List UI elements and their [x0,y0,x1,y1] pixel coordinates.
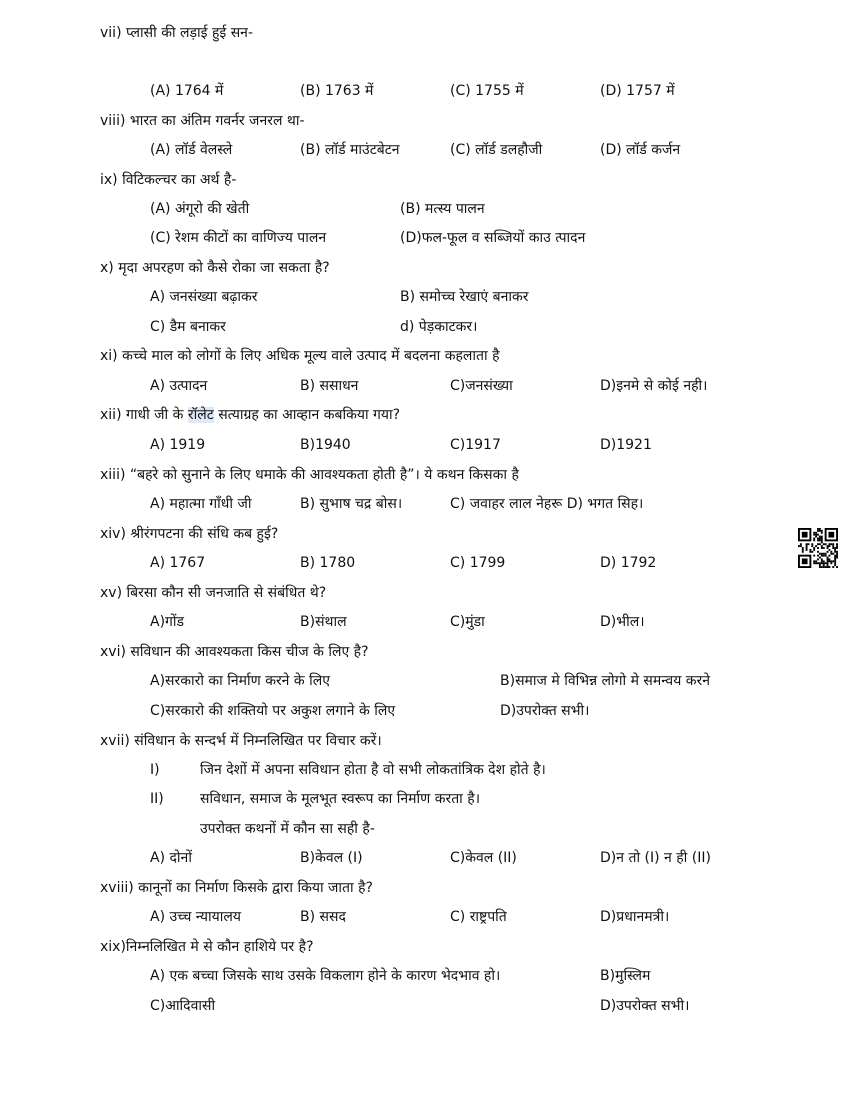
question-text: xiii) “बहरे को सुनाने के लिए धमाके की आवश्यकता होती है”। ये कथन किसका है [100,467,519,483]
option-a: A)सरकारो का निर्माण करने के लिए [150,673,330,689]
question-text: ix) विटिकल्चर का अर्थ है- [100,172,237,188]
option-a: (A) 1764 में [150,83,224,99]
option-d: D) 1792 [600,555,657,571]
question-text: viii) भारत का अंतिम गवर्नर जनरल था- [100,113,305,129]
option-b: B) 1780 [300,555,356,571]
option-d: D)इनमे से कोई नही। [600,378,708,394]
options-16-ab [0,670,850,692]
option-c: C)केवल (II) [450,850,517,866]
question-text: xv) बिरसा कौन सी जनजाति से संबंधित थे? [100,585,327,601]
option-c: (C) 1755 में [450,83,524,99]
question-13 [0,464,850,486]
option-c: C)मुंडा [450,614,485,630]
option-a: A) जनसंख्या बढ़ाकर [150,289,258,305]
option-b: B) ससाधन [300,378,359,394]
options-11 [0,375,850,397]
options-9-cd [0,227,850,249]
question-16 [0,641,850,663]
option-a: A) उत्पादन [150,378,208,394]
question-text: xvi) सविधान की आवश्यकता किस चीज के लिए है? [100,644,369,660]
option-b: B)मुस्लिम [600,968,651,984]
option-b: (B) 1763 में [300,83,374,99]
option-a: A) दोनों [150,850,192,866]
question-text: xi) कच्चे माल को लोगों के लिए अधिक मूल्य वाले उत्पाद में बदलना कहलाता है [100,348,500,364]
options-14 [0,552,850,574]
question-8 [0,110,850,132]
question-text: vii) प्लासी की लड़ाई हुई सन- [100,25,254,41]
option-d: (D)फल-फूल व सब्जियों काउ त्पादन [400,230,586,246]
option-b: B)1940 [300,437,351,453]
option-a: A)गोंड [150,614,185,630]
question-text: x) मृदा अपरहण को कैसे रोका जा सकता है? [100,260,330,276]
options-19-ab [0,965,850,987]
question-text [100,404,400,426]
option-a: A) एक बच्चा जिसके साथ उसके विकलाग होने के कारण भेदभाव हो। [150,968,501,984]
option-d: D)उपरोक्त सभी। [500,703,590,719]
options-12 [0,434,850,456]
option-c: C)जनसंख्या [450,378,513,394]
question-text: xiv) श्रीरंगपटना की संधि कब हुई? [100,526,279,542]
option-b: B)संथाल [300,614,347,630]
option-d: D)प्रधानमत्री। [600,909,670,925]
question-text: xvii) संविधान के सन्दर्भ में निम्नलिखित पर विचार करें। [100,733,382,749]
options-13 [0,493,850,515]
option-a: A) उच्च न्यायालय [150,909,242,925]
question-15 [0,582,850,604]
statement-text: सविधान, समाज के मूलभूत स्वरूप का निर्माण करता है। [200,791,480,807]
options-15 [0,611,850,633]
option-a: (A) लॉर्ड वेलस्ले [150,142,233,158]
statement-2 [0,788,850,810]
option-c: C) डैम बनाकर [150,319,226,335]
option-d: (D) 1757 में [600,83,675,99]
option-b: (B) लॉर्ड माउंटबेटन [300,142,400,158]
options-9-ab [0,198,850,220]
option-c: C) राष्ट्रपति [450,909,507,925]
qr-code-icon [798,528,838,568]
options-8 [0,139,850,161]
question-10 [0,257,850,279]
question-text: xviii) कानूनों का निर्माण किसके द्वारा किया जाता है? [100,880,373,896]
option-c-d: C) जवाहर लाल नेहरू D) भगत सिह। [450,496,644,512]
statement-prompt [0,818,850,840]
options-16-cd [0,700,850,722]
option-a: A) महात्मा गाँधी जी [150,496,252,512]
question-12 [0,404,850,426]
statement-1 [0,759,850,781]
option-a: A) 1919 [150,437,206,453]
options-18 [0,906,850,928]
option-c: (C) रेशम कीटों का वाणिज्य पालन [150,230,327,246]
option-b: B) समोच्च रेखाएं बनाकर [400,289,529,305]
options-10-ab [0,286,850,308]
option-b: B)समाज मे विभिन्न लोगो मे समन्वय करने [500,673,711,689]
options-19-cd [0,995,850,1017]
option-c: (C) लॉर्ड डलहौजी [450,142,543,158]
option-b: (B) मत्स्य पालन [400,201,485,217]
question-17 [0,730,850,752]
question-text: xix)निम्नलिखित मे से कौन हाशिये पर है? [100,939,314,955]
question-7 [0,22,850,44]
statement-label: I) [150,762,160,778]
option-b: B) ससद [300,909,346,925]
option-c: C) 1799 [450,555,506,571]
option-d: d) पेड़काटकर। [400,319,478,335]
question-19 [0,936,850,958]
option-d: D)न तो (I) न ही (II) [600,850,711,866]
question-18 [0,877,850,899]
option-d: D)उपरोक्त सभी। [600,998,690,1014]
option-b: B) सुभाष चद्र बोस। [300,496,403,512]
question-14 [0,523,850,545]
option-c: C)आदिवासी [150,998,216,1014]
option-d: D)भील। [600,614,645,630]
option-c: C)सरकारो की शक्तियो पर अकुश लगाने के लिए [150,703,396,719]
question-11 [0,345,850,367]
option-a: (A) अंगूरो की खेती [150,201,250,217]
statement-label: II) [150,791,164,807]
options-17 [0,847,850,869]
option-d: D)1921 [600,437,652,453]
option-c: C)1917 [450,437,501,453]
prompt-text: उपरोक्त कथनों में कौन सा सही है- [200,821,375,837]
option-d: (D) लॉर्ड कर्जन [600,142,681,158]
options-7 [0,80,850,102]
option-b: B)केवल (I) [300,850,363,866]
options-10-cd [0,316,850,338]
question-text-start: xii) गाधी जी के [100,407,188,423]
option-a: A) 1767 [150,555,206,571]
statement-text: जिन देशों में अपना सविधान होता है वो सभी लोकतांत्रिक देश होते है। [200,762,546,778]
question-text-end: सत्याग्रह का आव्हान कबकिया गया? [213,407,401,423]
question-9 [0,169,850,191]
highlighted-word: रॉलेट [187,407,214,423]
